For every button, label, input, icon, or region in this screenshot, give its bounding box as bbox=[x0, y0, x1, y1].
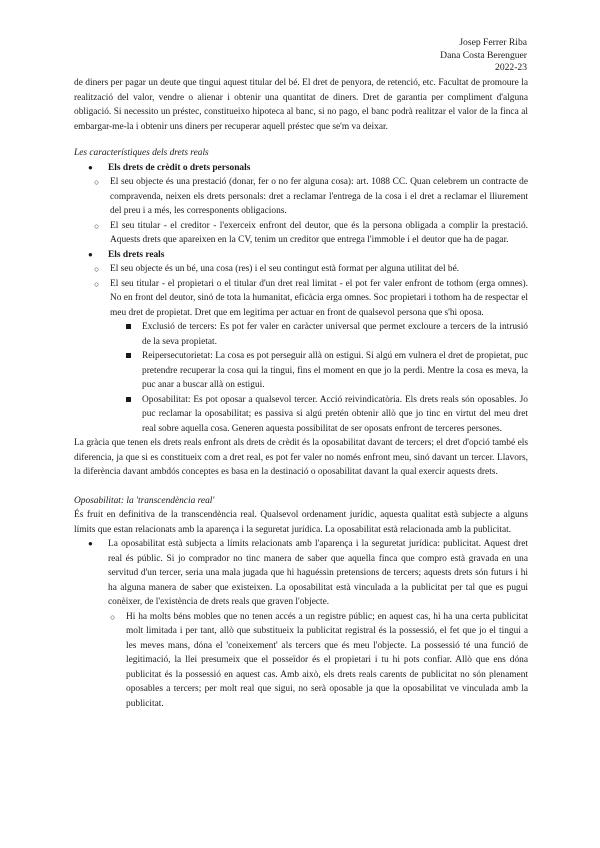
list-item-text: El seu titular - el creditor - l'exerceix enfront del deutor, que és la persona obligada a complir la prestació. Aquests drets que apareixen en la CV, tenim un creditor que entrega l'immoble i el deutor que ha de pagar. bbox=[110, 220, 528, 245]
list-item bbox=[80, 277, 528, 321]
closing-paragraph: La gràcia que tenen els drets reals enfront als drets de crèdit és la oposabilitat davant de tercers; el dret d'opció també els diferencia, ja que si es constitueix com a dret real, es pot fer valer no només enfront meu, sinó davant un tercer. Llavors, la diferència davant ambdós conceptes es basa en la destinació o oposabilitat davant la qual exercir aquests drets. bbox=[74, 438, 528, 477]
bullet-icon: ● bbox=[88, 539, 93, 548]
page-header bbox=[440, 37, 527, 75]
list-item-text: El seu objecte és una prestació (donar, fer o no fer alguna cosa): art. 1088 CC. Quan celebrem un contracte de compravenda, neixen els drets personals: dret a reclamar l'entrega de la cosa i el dret a reclamar el lliurement del preu i a més, les corresponents obligacions. bbox=[110, 177, 528, 216]
document-body bbox=[74, 76, 528, 711]
list-item bbox=[80, 219, 528, 248]
bullet-icon: ● bbox=[88, 249, 93, 259]
list-item bbox=[74, 161, 528, 176]
square-bullet-icon bbox=[126, 353, 131, 358]
intro-paragraph: de diners per pagar un deute que tingui aquest titular del bé. El dret de penyora, de retenció, etc. Facultat de promoure la realització del valor, vendre o alienar i obtenir una quantitat de diners. Dret de garantia per compliment d'alguna obligació. Si necessito un préstec, constitueixo hipoteca al banc, si no pago, el banc podrà realitzar el valor de la finca al embargar-me-la i obtenir uns diners per recuperar aquell préstec que se'm va deixar. bbox=[74, 78, 528, 132]
square-bullet-icon bbox=[126, 324, 131, 329]
list-item bbox=[74, 248, 528, 263]
circle-bullet-icon: ○ bbox=[94, 220, 100, 231]
list-item-heading: Els drets de crèdit o drets personals bbox=[108, 162, 251, 173]
section-title-opposability: Oposabilitat: la 'transcendència real' bbox=[74, 495, 215, 506]
list-item-text: El seu titular - el propietari o el titular d'un dret real limitat - el pot fer valer enfront de tothom (erga omnes). No en front del deutor, sinó de tota la humanitat, eficàcia erga omnes. Soc propietari i tothom ha de respectar el meu dret de propietat. Dret que em legitima per actuar en front de qualsevol persona que s'hi oposa. bbox=[110, 278, 528, 318]
sublist bbox=[74, 262, 528, 320]
circle-bullet-icon: ○ bbox=[110, 611, 116, 622]
section-title-characteristics: Les característiques dels drets reals bbox=[74, 148, 209, 158]
list-item-text: El seu objecte és un bé, una cosa (res) i el seu contingut està format per alguna utilitat del bé. bbox=[110, 264, 460, 274]
author-name-1: Josep Ferrer Riba bbox=[459, 37, 527, 48]
list-item bbox=[114, 349, 528, 393]
list-item-text: La oposabilitat està subjecta a límits relacionats amb l'aparença i la seguretat jurídica: publicitat. Aquest dret real és públic. Si jo comprador no tinc manera de saber que aquella finca que compro està gravada en una servitud d'un tercer, seria una mala jugada que hi haguéssin pretensions de tercers; aquests drets són futurs i hi ha alguna manera de saber que existeixen. La oposabilitat està vinculada a la publicitat per tal que es pugui conèixer, de l'existència de drets reals que graven l'objecte. bbox=[108, 539, 528, 607]
list-item-text: Hi ha molts béns mobles que no tenen accés a un registre públic; en aquest cas, hi ha una certa publicitat molt limitada i per tant, allò que substitueix la publicitat registral és la possessió, el fet que jo el tingui a les meves mans, dóna el 'coneixement' als tercers que és meu l'objecte. La possessió té una funció de legitimació, la llei presumeix que el posseïdor és el propietari i tu hi pots confiar. Allò que ens dóna publicitat és la possessió en aquest cas. Amb això, els drets reals carents de publicitat no són plenament oposables a tercers; per molt real que sigui, no serà oposable ja que la oposabilitat ve vinculada amb la publicitat. bbox=[126, 611, 528, 709]
sub-sublist bbox=[104, 320, 528, 436]
sublist bbox=[74, 175, 528, 248]
academic-year: 2022-23 bbox=[495, 62, 527, 73]
list-item bbox=[114, 320, 528, 349]
characteristics-list bbox=[74, 248, 528, 263]
list-item bbox=[80, 262, 528, 277]
list-item bbox=[74, 537, 528, 610]
list-item-text: Oposabilitat: Es pot oposar a qualsevol tercer. Acció reivindicatòria. Els drets reals són oposables. Jo puc reclamar la oposabilitat; es passiva si algú pretén obtenir allò que jo tinc en virtut del meu dret real sobre aquella cosa. Generen aquesta possibilitat de ser oposats enfront de terceres persones. bbox=[142, 394, 528, 434]
list-item bbox=[114, 393, 528, 437]
bullet-icon: ● bbox=[88, 162, 93, 172]
circle-bullet-icon: ○ bbox=[94, 278, 100, 289]
sublist bbox=[74, 610, 528, 712]
list-item-text: Reipersecutorietat: La cosa es pot perseguir allà on estigui. Si algú em vulnera el dret de propietat, puc pretendre recuperar la cosa qui la tingui, fins el moment en que jo la perdi. Mentre la cosa es meva, la puc anar a buscar allà on estigui. bbox=[142, 351, 528, 390]
section-intro-paragraph: És fruit en definitiva de la transcendència real. Qualsevol ordenament jurídic, aquesta qualitat està subjecte a alguns límits que estan relacionats amb la aparença i la seguretat jurídica. La oposabilitat està relacionada amb la publicitat. bbox=[74, 510, 528, 535]
list-item bbox=[96, 610, 528, 712]
square-bullet-icon bbox=[126, 397, 131, 402]
circle-bullet-icon: ○ bbox=[94, 264, 100, 274]
list-item-text: Exclusió de tercers: Es pot fer valer en caràcter universal que permet excloure a tercers de la intrusió de la seva propietat. bbox=[142, 322, 528, 347]
circle-bullet-icon: ○ bbox=[94, 177, 100, 187]
list-item bbox=[80, 175, 528, 219]
author-name-2: Dana Costa Berenguer bbox=[440, 49, 527, 61]
opposability-list bbox=[74, 537, 528, 610]
list-item-heading: Els drets reals bbox=[108, 249, 165, 260]
characteristics-list bbox=[74, 161, 528, 176]
